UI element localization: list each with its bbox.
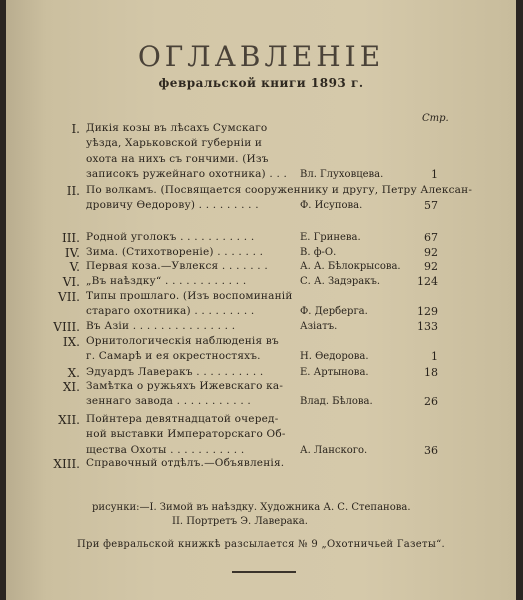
entry-number: XIII. — [53, 457, 80, 471]
entry-title-line: Замѣтка о ружьяхъ Ижевскаго ка- — [86, 380, 284, 392]
page-column-label: Стр. — [422, 113, 449, 124]
entry-page-number: 26 — [424, 395, 438, 409]
entry-author: В. ф-О. — [300, 247, 337, 258]
entry-author: А. А. Бѣлокрысова. — [300, 261, 401, 272]
entry-title-line: „Въ наѣздку“ . . . . . . . . . . . . — [86, 275, 247, 287]
entry-page-number: 92 — [424, 246, 438, 259]
document-page — [6, 0, 516, 600]
entry-author: Азiатъ. — [300, 321, 338, 332]
entry-title-line: ной выставки Императорскаго Об- — [86, 428, 286, 441]
entry-number: IV. — [64, 246, 80, 260]
entry-title-line: зеннаго завода . . . . . . . . . . . — [86, 395, 251, 408]
entry-page-number: 124 — [417, 275, 438, 288]
entry-number: VIII. — [53, 320, 80, 334]
illustrations-line-1: рисунки:—I. Зимой въ наѣздку. Художника А. С. Степанова. — [92, 502, 411, 513]
entry-author: Ф. Исупова. — [300, 200, 363, 212]
entry-author: Ф. Дерберга. — [300, 306, 368, 318]
entry-title-line: Орнитологическiя наблюденiя въ — [86, 335, 279, 347]
entry-title-line: уѣзда, Харьковской губернiи и — [86, 137, 263, 150]
entry-number: VI. — [62, 275, 80, 289]
entry-title-line: По волкамъ. (Посвящается сооруженнику и другу, Петру Алексан- — [86, 184, 473, 196]
entry-page-number: 36 — [424, 443, 438, 457]
entry-title-line: Пойнтера девятнадцатой очеред- — [86, 413, 279, 425]
entry-page-number: 92 — [424, 260, 438, 273]
entry-author: Е. Артынова. — [300, 367, 369, 378]
entry-author: С. А. Задэракъ. — [300, 276, 381, 287]
entry-title-line: Въ Азiи . . . . . . . . . . . . . . . — [86, 320, 236, 332]
page-subtitle: февральской книги 1893 г. — [158, 76, 364, 90]
entry-page-number: 133 — [417, 320, 438, 333]
entry-number: XI. — [62, 380, 80, 394]
footer-note: При февральской книжкѣ разсылается № 9 „Охотничьей Газеты“. — [76, 539, 446, 550]
entry-page-number: 18 — [424, 366, 438, 379]
decorative-rule — [232, 571, 296, 573]
entry-page-number: 57 — [424, 199, 438, 213]
entry-author: Вл. Глуховцева. — [300, 168, 384, 180]
entry-title-line: Родной уголокъ . . . . . . . . . . . — [86, 231, 255, 243]
entry-title-line: дровичу Өедорову) . . . . . . . . . — [86, 199, 259, 212]
entry-title-line: г. Самарѣ и ея окрестностяхъ. — [86, 350, 261, 363]
entry-number: I. — [71, 122, 80, 136]
entry-title-line: Зима. (Стихотворенiе) . . . . . . . — [86, 246, 264, 258]
entry-title-line: Типы прошлаго. (Изъ воспоминанiй — [86, 290, 293, 302]
entry-number: IX. — [62, 335, 80, 349]
entry-title-line: Эдуардъ Лаверакъ . . . . . . . . . . — [86, 366, 264, 378]
entry-author: Н. Өедорова. — [300, 351, 369, 363]
entry-author: Е. Гринева. — [300, 232, 361, 243]
entry-title-line: записокъ ружейнаго охотника) . . . — [86, 167, 288, 180]
entry-title-line: стараго охотника) . . . . . . . . . — [86, 305, 255, 318]
page-title: ОГЛАВЛЕНIЕ — [137, 40, 385, 73]
entry-page-number: 67 — [424, 231, 438, 244]
entry-title-line: Справочный отдѣлъ.—Объявленiя. — [86, 457, 285, 469]
entry-title-line: Дикiя козы въ лѣсахъ Сумскаго — [86, 122, 268, 134]
entry-number: X. — [67, 366, 80, 380]
entry-number: XII. — [58, 413, 80, 427]
entry-author: А. Ланского. — [300, 444, 368, 456]
entry-page-number: 1 — [431, 167, 438, 181]
entry-number: II. — [66, 184, 80, 198]
entry-title-line: Первая коза.—Увлекся . . . . . . . — [86, 260, 268, 272]
entry-title-line: щества Охоты . . . . . . . . . . . — [86, 443, 245, 456]
illustrations-line-2: II. Портретъ Э. Лаверака. — [172, 516, 308, 527]
entry-author: Влад. Бѣлова. — [300, 396, 373, 408]
entry-number: VII. — [58, 290, 80, 304]
entry-page-number: 1 — [431, 350, 438, 364]
entry-number: V. — [69, 260, 80, 274]
entry-number: III. — [61, 231, 80, 245]
entry-page-number: 129 — [417, 305, 438, 319]
entry-title-line: охота на нихъ съ гончими. (Изъ — [86, 152, 269, 165]
